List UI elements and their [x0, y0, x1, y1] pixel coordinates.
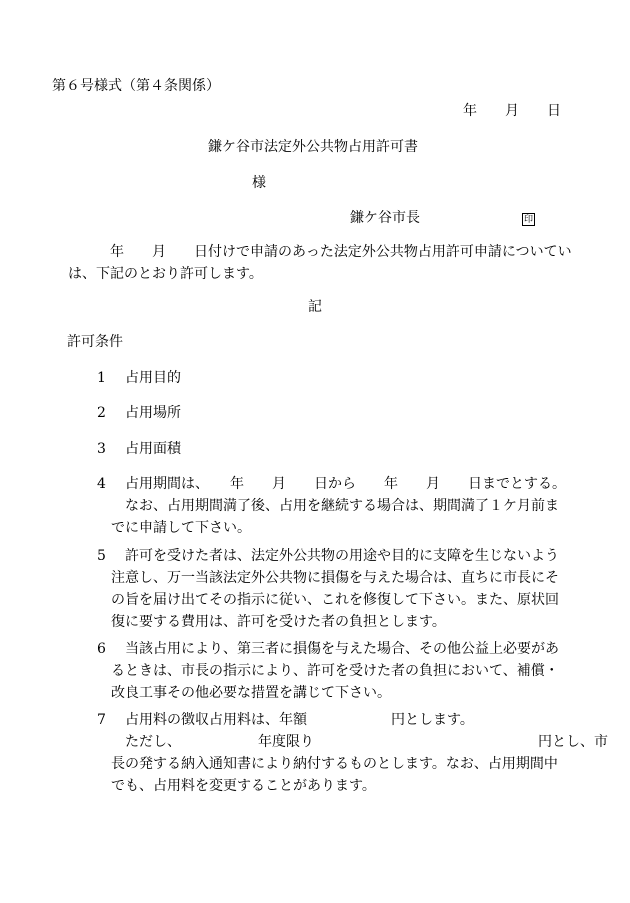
conditions-heading: 許可条件 — [67, 334, 123, 350]
item-line: るときは、市長の指示により、許可を受けた者の負担において、補償・ — [111, 663, 559, 679]
condition-item-6 — [97, 638, 565, 704]
condition-item-4 — [97, 473, 565, 539]
item-line: 改良工事その他必要な措置を講じて下さい。 — [111, 685, 391, 701]
item-line: 占用面積 — [125, 441, 181, 457]
issuer-name: 鎌ケ谷市長 — [350, 210, 420, 226]
item-line: 占用料の徴収占用料は、年額 円とします。 — [125, 712, 474, 728]
item-line: 注意し、万一当該法定外公共物に損傷を与えた場合は、直ちに市長にそ — [111, 570, 559, 586]
item-line: ただし、 年度限り 円とし、市 — [111, 734, 608, 750]
item-line: の旨を届け出てその指示に従い、これを修復して下さい。また、原状回 — [111, 592, 559, 608]
item-number: 5 — [97, 548, 106, 564]
item-number: 7 — [97, 712, 106, 728]
addressee-suffix: 様 — [252, 175, 266, 191]
intro-line-1: 年 月 日付けで申請のあった法定外公共物占用許可申請についてい — [110, 244, 572, 260]
item-line: 許可を受けた者は、法定外公共物の用途や目的に支障を生じないよう — [125, 548, 559, 564]
condition-item-1 — [97, 367, 565, 389]
item-number: 4 — [97, 476, 106, 492]
item-line: 占用期間は、 年 月 日から 年 月 日までとする。 — [125, 476, 566, 492]
form-number-label: 第６号様式（第４条関係） — [52, 78, 220, 94]
item-line: 長の発する納入通知書により納付するものとします。なお、占用期間中 — [111, 756, 558, 772]
item-line: でに申請して下さい。 — [111, 520, 251, 536]
seal-icon: 印 — [523, 215, 533, 225]
seal-mark — [522, 207, 535, 229]
condition-item-7 — [97, 709, 608, 797]
condition-item-5 — [97, 545, 565, 633]
item-line: なお、占用期間満了後、占用を継続する場合は、期間満了１ケ月前ま — [111, 498, 559, 514]
item-number: 6 — [97, 641, 106, 657]
intro-line-2: は、下記のとおり許可します。 — [68, 266, 263, 282]
condition-item-3 — [97, 438, 565, 460]
item-line: 当該占用により、第三者に損傷を与えた場合、その他公益上必要があ — [125, 641, 559, 657]
item-line: 占用目的 — [125, 370, 181, 386]
item-number: 1 — [97, 370, 106, 386]
document-title: 鎌ケ谷市法定外公共物占用許可書 — [208, 139, 418, 155]
item-line: 占用場所 — [125, 405, 181, 421]
item-line: でも、占用料を変更することがあります。 — [111, 778, 376, 794]
item-number: 2 — [97, 405, 106, 421]
item-number: 3 — [97, 441, 106, 457]
ki-heading: 記 — [308, 299, 322, 315]
item-line: 復に要する費用は、許可を受けた者の負担とします。 — [111, 614, 446, 630]
intro-paragraph — [68, 241, 572, 285]
condition-item-2 — [97, 402, 565, 424]
date-line: 年 月 日 — [463, 103, 561, 119]
